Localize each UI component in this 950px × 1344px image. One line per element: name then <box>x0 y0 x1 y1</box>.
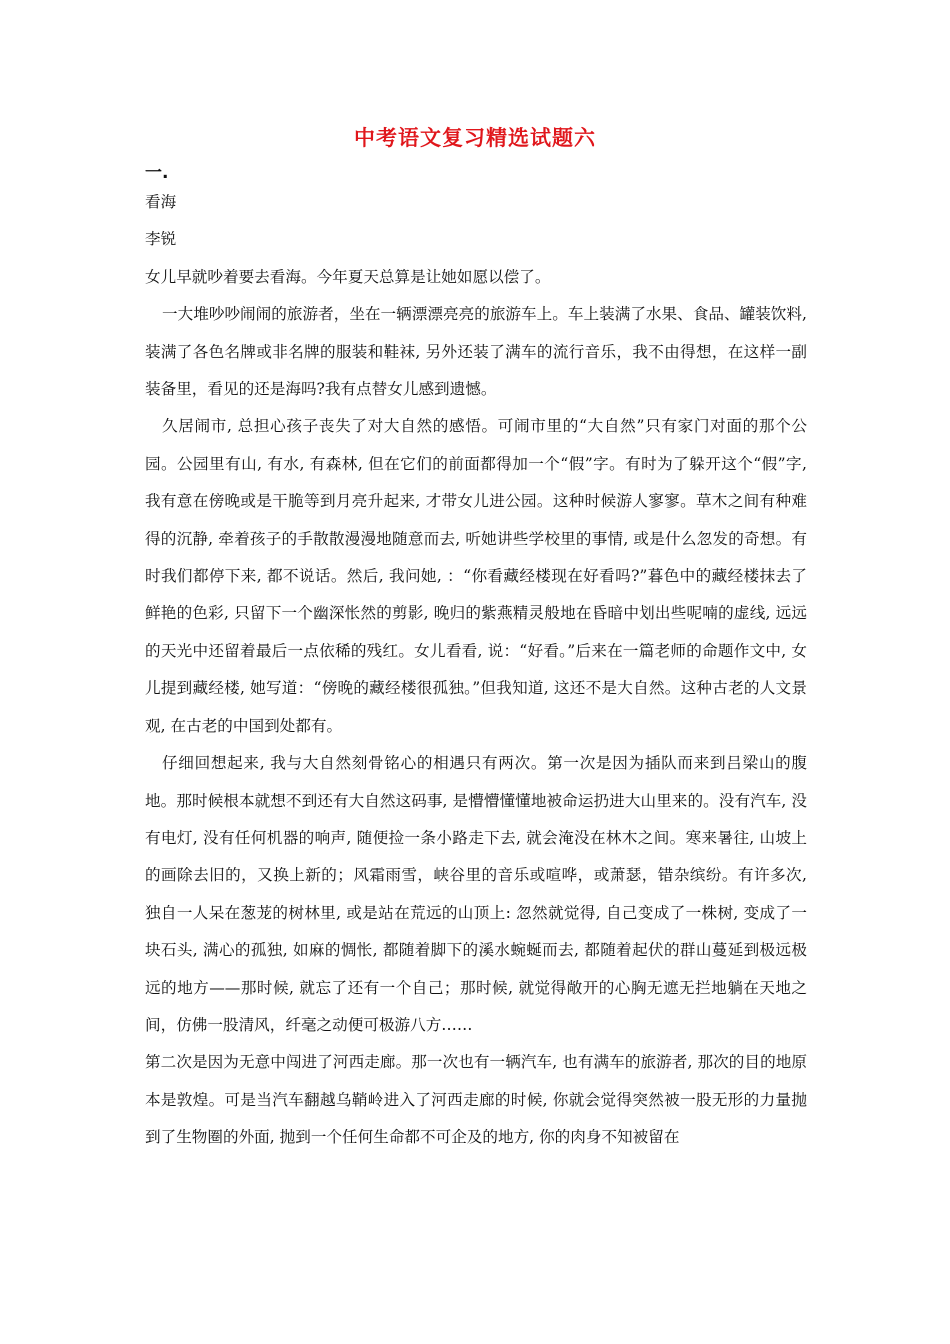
article-body <box>145 184 807 1157</box>
document-title: 中考语文复习精选试题六 <box>354 126 596 150</box>
paragraph: 第二次是因为无意中闯进了河西走廊。那一次也有一辆汽车, 也有满车的旅游者, 那次的目的地原本是敦煌。可是当汽车翻越乌鞘岭进入了河西走廊的时候, 你就会觉得突然被一股无形的力量抛到了生物圈的外面, 抛到一个任何生命都不可企及的地方, 你的肉身不知被留在 <box>145 1053 807 1147</box>
paragraph: 久居闹市, 总担心孩子丧失了对大自然的感悟。可闹市里的“大自然”只有家门对面的那个公园。公园里有山, 有水, 有森林, 但在它们的前面都得加一个“假”字。有时为了躲开这个“假”字, 我有意在傍晚或是干脆等到月亮升起来, 才带女儿进公园。这种时候游人寥寥。草木之间有种难得的沉静, 牵着孩子的手散散漫漫地随意而去, 听她讲些学校里的事情, 或是什么忽发的奇想。有时我们都停下来, 都不说话。然后, 我问她, ：“你看藏经楼现在好看吗?”暮色中的藏经楼抹去了鲜艳的色彩, 只留下一个幽深怅然的剪影, 晚归的紫燕精灵般地在昏暗中划出些呢喃的虚线, 远远的天光中还留着最后一点依稀的残红。女儿看看, 说：“好看。”后来在一篇老师的命题作文中, 女儿提到藏经楼, 她写道：“傍晚的藏经楼很孤独。”但我知道, 这还不是大自然。这种古老的人文景观, 在古老的中国到处都有。 <box>145 417 807 735</box>
section-number: 一. <box>145 163 169 183</box>
paragraph: 一大堆吵吵闹闹的旅游者，坐在一辆漂漂亮亮的旅游车上。车上装满了水果、食品、罐装饮料, 装满了各色名牌或非名牌的服装和鞋袜, 另外还装了满车的流行音乐，我不由得想，在这样一副装备里，看见的还是海吗?我有点替女儿感到遗憾。 <box>145 305 807 399</box>
article-title: 看海 <box>145 193 177 211</box>
paragraph: 仔细回想起来, 我与大自然刻骨铭心的相遇只有两次。第一次是因为插队而来到吕梁山的腹地。那时候根本就想不到还有大自然这码事, 是懵懵懂懂地被命运扔进大山里来的。没有汽车, 没有电灯, 没有任何机器的响声, 随便捡一条小路走下去, 就会淹没在林木之间。寒来暑往, 山坡上的画除去旧的，又换上新的；风霜雨雪，峡谷里的音乐或喧哗，或萧瑟，错杂缤纷。有许多次, 独自一人呆在葱茏的树林里, 或是站在荒远的山顶上: 忽然就觉得, 自己变成了一株树, 变成了一块石头, 满心的孤独, 如麻的惆怅, 都随着脚下的溪水蜿蜒而去, 都随着起伏的群山蔓延到极远极远的地方——那时候, 就忘了还有一个自己；那时候, 就觉得敞开的心胸无遮无拦地躺在天地之间，仿佛一股清风，纤毫之动便可极游八方…… <box>145 754 807 1034</box>
paragraph: 女儿早就吵着要去看海。今年夏天总算是让她如愿以偿了。 <box>145 267 551 286</box>
article-author: 李锐 <box>145 230 177 249</box>
